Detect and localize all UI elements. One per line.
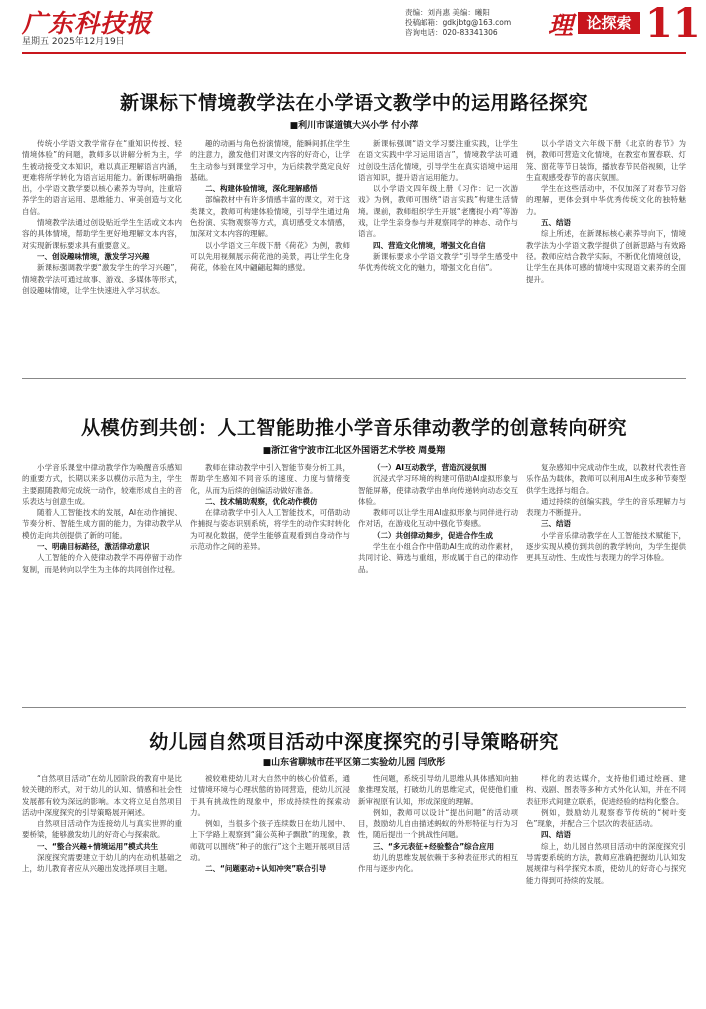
article-3-col-3	[358, 773, 518, 998]
section-heading: 四、营造文化情境，增强文化自信	[373, 240, 486, 250]
paragraph: 人工智能的介入使律动教学不再停留于动作复制，而是转向以学生为主体的共同创作过程。	[22, 553, 182, 574]
section-heading: （一）AI互动教学，营造沉浸氛围	[373, 463, 487, 472]
article-1-body	[22, 138, 686, 363]
paragraph: 通过持续的创编实践，学生的音乐理解力与表现力不断提升。	[526, 496, 686, 518]
article-2-body	[22, 462, 686, 697]
section-heading: 一、明确目标路径，激活律动意识	[37, 542, 150, 552]
paragraph: 自然项目活动作为连接幼儿与真实世界的重要桥梁，能够激发幼儿的好奇心与探索欲。	[22, 819, 182, 840]
paragraph: 样化的表达媒介，支持他们通过绘画、建构、戏剧、图表等多种方式外化认知，并在不同表征形式间建立联系，促进经验的结构化整合。	[526, 774, 686, 806]
article-2-col-3	[358, 462, 518, 697]
article-2-col-2	[190, 462, 350, 697]
article-separator	[22, 707, 686, 708]
article-2-col-1	[22, 462, 182, 697]
paragraph: 例如，教师可以设计“提出问题”的活动项目，鼓励幼儿自由描述蚂蚁的外形特征与行为习性，随后提出一个挑战性问题。	[358, 807, 518, 840]
section-heading: 五、结语	[541, 218, 571, 228]
paragraph: 例如，当很多个孩子连续数日在幼儿园中、上下学路上观察到“蒲公英种子飘散”的现象，教师就可以围绕“种子的旅行”这个主题开展项目活动。	[190, 819, 350, 863]
paragraph: 性问题，系统引导幼儿思维从具体感知向抽象推理发展，打破幼儿的思维定式，促使他们重新审视原有认知，形成深度的理解。	[358, 774, 518, 806]
paragraph: 小学音乐律动教学在人工智能技术赋能下，逐步实现从模仿到共创的教学转向，为学生提供更具互动性、生成性与表现力的学习体验。	[526, 530, 686, 563]
article-2-col-4	[526, 462, 686, 697]
paragraph: 新课标强调“语文学习要注重实践，让学生在语文实践中学习运用语言”，情境教学法可通过创设生活化情境，引导学生在真实语境中运用语言知识，提升语言运用能力。	[358, 139, 518, 182]
article-2-title: 从模仿到共创：人工智能助推小学音乐律动教学的创意转向研究	[80, 417, 627, 439]
article-separator	[22, 378, 686, 379]
editor-info	[405, 8, 511, 38]
article-1-byline: ■利川市谋道镇大兴小学 付小萍	[289, 121, 419, 131]
article-1-col-1	[22, 138, 182, 363]
paragraph: 被较难使幼儿对大自然中的核心价值系，通过情境环境与心理状態的协同营造，使幼儿沉浸于具有挑战性的现象中，形成持续性的探索动力。	[190, 774, 350, 817]
paragraph: 教师可以让学生用AI虚拟形象与同伴进行动作对话，在游戏化互动中强化节奏感。	[358, 508, 518, 529]
article-3-byline: ■山东省聊城市茌平区第二实验幼儿园 闫欣彤	[262, 758, 446, 768]
article-1-title: 新课标下情境教学法在小学语文教学中的运用路径探究	[119, 92, 588, 114]
paragraph: 综上，幼儿园自然项目活动中的深度探究引导需要系统的方法，教师应准确把握幼儿认知发展规律与科学探究本质，使幼儿的好奇心与探究能力得到可持续的发展。	[526, 841, 686, 885]
article-3-col-1	[22, 773, 182, 998]
section-heading: 二、“问题驱动+认知冲突”联合引导	[205, 864, 327, 874]
section-heading: （二）共创律动舞步，促进合作生成	[373, 530, 493, 540]
paragraph: 随着人工智能技术的发展，AI在动作捕捉、节奏分析、智能生成方面的能力，为律动教学从模仿走向共创提供了新的可能。	[22, 508, 182, 540]
paragraph: 以小学语文三年级下册《荷花》为例，教师可以先用视频展示荷花池的美景，再让学生化身荷花，体验在风中翩翩起舞的感觉。	[190, 240, 350, 273]
paragraph: 沉浸式学习环境的构建可借助AI虚拟形象与智能屏幕，使律动教学由单向传递转向动态交互体验。	[358, 474, 518, 506]
paragraph: “自然项目活动”在幼儿园阶段的教育中是比较关键的形式，对于幼儿的认知、情感和社会性发展都有较为深远的影响。本文将立足自然项目活动中深度探究的引导策略展开阐述。	[22, 774, 182, 817]
article-3-title: 幼儿园自然项目活动中深度探究的引导策略研究	[149, 731, 559, 753]
paragraph: 小学音乐课堂中律动教学作为唤醒音乐感知的重要方式，长期以来多以模仿示范为主，学生主要跟随教师完成统一动作，较难形成自主的音乐表达与创意生成。	[22, 463, 182, 506]
article-3-col-4	[526, 773, 686, 998]
article-1-col-3	[358, 138, 518, 363]
paragraph: 学生在小组合作中借助AI生成的动作素材，共同讨论、筛选与重组，形成属于自己的律动作品。	[358, 542, 518, 574]
paragraph: 教师在律动教学中引入智能节奏分析工具，帮助学生感知不同音乐的速度、力度与情绪变化，从而为后续的创编活动做好准备。	[190, 463, 350, 495]
paragraph: 例如，鼓励幼儿观察春节传统的“树叶变色”现象，并配合三个层次的表征活动。	[526, 807, 686, 829]
section-heading: 三、结语	[541, 519, 571, 529]
paragraph: 部编教材中有许多情感丰富的课文，对于这类课文，教师可构建体验情境，引导学生通过角色扮演、实物观察等方式，真切感受文本情感，加深对文本内容的理解。	[190, 195, 350, 239]
masthead-rule	[22, 52, 686, 54]
issue-date: 星期五 2025年12月19日	[22, 37, 125, 47]
section-heading: 一、创设趣味情境，激发学习兴趣	[37, 251, 150, 261]
paragraph: 新课标要求小学语文教学“引导学生感受中华优秀传统文化的魅力，增强文化自信”。	[358, 251, 518, 273]
paragraph: 趣的动画与角色扮演情境，能瞬间抓住学生的注意力，激发他们对课文内容的好奇心，让学生主动参与到课堂学习中，为后续教学奠定良好基础。	[190, 139, 350, 182]
section-heading: 二、构建体验情境，深化理解感悟	[205, 184, 318, 194]
article-1-col-4	[526, 138, 686, 363]
article-3-body	[22, 773, 686, 998]
paragraph: 综上所述，在新课标核心素养导向下，情境教学法为小学语文教学提供了创新思路与有效路径。教师应结合教学实际，不断优化情境创设，让学生在具体可感的情境中实现语文素养的全面提升。	[526, 229, 686, 284]
section-brand-char: 理	[548, 11, 574, 40]
paragraph: 新课标强调教学要“激发学生的学习兴趣”，情境教学法可通过故事、游戏、多媒体等形式，创设趣味情境，让学生快速进入学习状态。	[22, 263, 182, 295]
paragraph: 传统小学语文教学常存在“重知识传授、轻情境体验”的问题，教师多以讲解分析为主，学生被动接受文本知识，难以真正理解语言内涵，更难将所学转化为语言运用能力。新课标明确指出，小学语文教学要以核心素养为导向，注重培养学生的语言运用、思维能力、审美创造与文化自信。	[22, 139, 182, 216]
section-heading: 二、技术辅助观察，优化动作模仿	[205, 496, 318, 506]
paragraph: 复杂感知中完成动作生成，以教材代表性音乐作品为载体，教师可以利用AI生成多种节奏型供学生选择与组合。	[526, 463, 686, 495]
phone-line: 咨询电话：020-83341306	[405, 28, 498, 37]
article-3-col-2	[190, 773, 350, 998]
section-heading: 一、“整合兴趣+情境运用”模式共生	[37, 841, 159, 851]
paragraph: 在律动教学中引入人工智能技术，可借助动作捕捉与姿态识别系统，将学生的动作实时转化为可视化数据，使学生能够直观看到自身动作与示范动作之间的差异。	[190, 508, 350, 552]
paragraph: 以小学语文四年级上册《习作：记一次游戏》为例，教师可围绕“语言实践”构建生活情境。课前，教师组织学生开展“老鹰捉小鸡”等游戏，让学生亲身参与并观察同学的神态、动作与语言。	[358, 184, 518, 239]
paragraph: 以小学语文六年级下册《北京的春节》为例，教师可营造文化情境，在教室布置春联、灯笼、窗花等节日装饰，播放春节民俗视频，让学生直观感受春节的喜庆氛围。	[526, 139, 686, 182]
masthead	[0, 0, 706, 50]
newspaper-logo: 广东科技报	[22, 9, 153, 38]
section-heading: 四、结语	[541, 830, 571, 840]
paragraph: 幼儿的思维发展依赖于多种表征形式的相互作用与逐步内化。	[358, 853, 518, 874]
email-line: 投稿邮箱：gdkjbtg@163.com	[405, 18, 512, 27]
page-number: 11	[645, 0, 701, 47]
article-1-col-2	[190, 138, 350, 363]
paragraph: 深度探究需要建立于幼儿的内在动机基础之上，幼儿教育者应从兴趣出发选择项目主题。	[22, 853, 182, 874]
section-heading: 三、“多元表征+经验整合”综合应用	[373, 841, 495, 851]
paragraph: 学生在这些活动中，不仅加深了对春节习俗的理解，更体会到中华优秀传统文化的独特魅力。	[526, 184, 686, 216]
article-2-byline: ■浙江省宁波市江北区外国语艺术学校 周曼翔	[262, 446, 446, 456]
section-brand-box: 论探索	[578, 12, 640, 34]
paragraph: 情境教学法通过创设贴近学生生活或文本内容的具体情境，帮助学生更好地理解文本内容，对实现新课标要求具有重要意义。	[22, 218, 182, 250]
editor-line: 责编：刘肖惠 美编：曦阳	[405, 8, 490, 17]
